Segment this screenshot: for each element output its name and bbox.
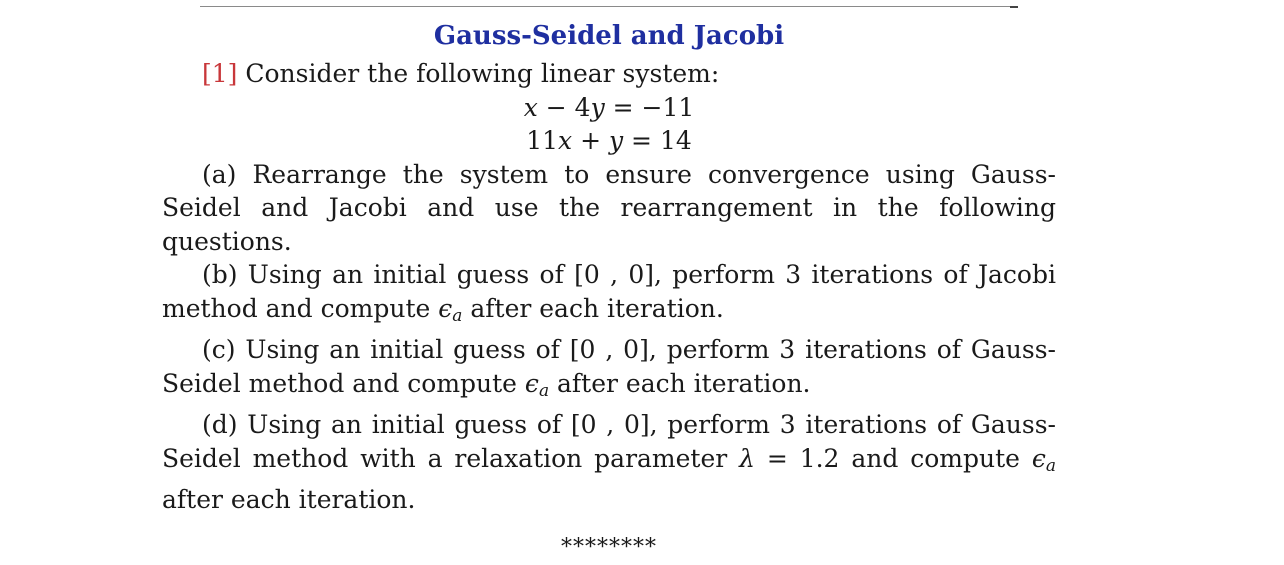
epsilon-subscript: a [1045,455,1056,476]
equation-2: 11x + y = 14 [526,126,692,155]
end-marker: ******** [561,534,657,560]
epsilon-subscript: a [538,380,550,401]
epsilon-subscript: a [452,305,463,326]
part-a: (a) Rearrange the system to ensure convergence using Gauss-Seidel and Jacobi and use the rearrangement in the following questions. [162,159,1056,256]
epsilon-symbol: ϵ [438,293,453,323]
top-rule [200,6,1016,7]
part-b: (b) Using an initial guess of [0 , 0], perform 3 iterations of Jacobi method and compute $\epsilon_a$ after each iteration. [162,260,1056,326]
epsilon-symbol: ϵ [1031,443,1046,473]
equation-1: x − 4y = −11 [523,92,695,122]
document-body [162,18,1056,564]
top-rule-tick [1010,6,1018,8]
problem-intro-text: Consider the following linear system: [245,59,720,88]
epsilon-symbol: ϵ [524,368,539,398]
citation-link[interactable]: [1] [202,59,238,88]
part-d: (d) Using an initial guess of [0 , 0], perform 3 iterations of Gauss-Seidel method with a relaxation parameter λ = 1.2 and compute $\epsilon_a$ after each iteration. [162,410,1056,514]
problem-intro [162,57,1056,91]
equation-system [162,91,1056,158]
lambda-symbol: λ [739,443,755,473]
page-title: Gauss-Seidel and Jacobi [433,21,785,51]
part-c: (c) Using an initial guess of [0 , 0], perform 3 iterations of Gauss-Seidel method and compute $\epsilon_a$ after each iteration. [162,335,1056,401]
